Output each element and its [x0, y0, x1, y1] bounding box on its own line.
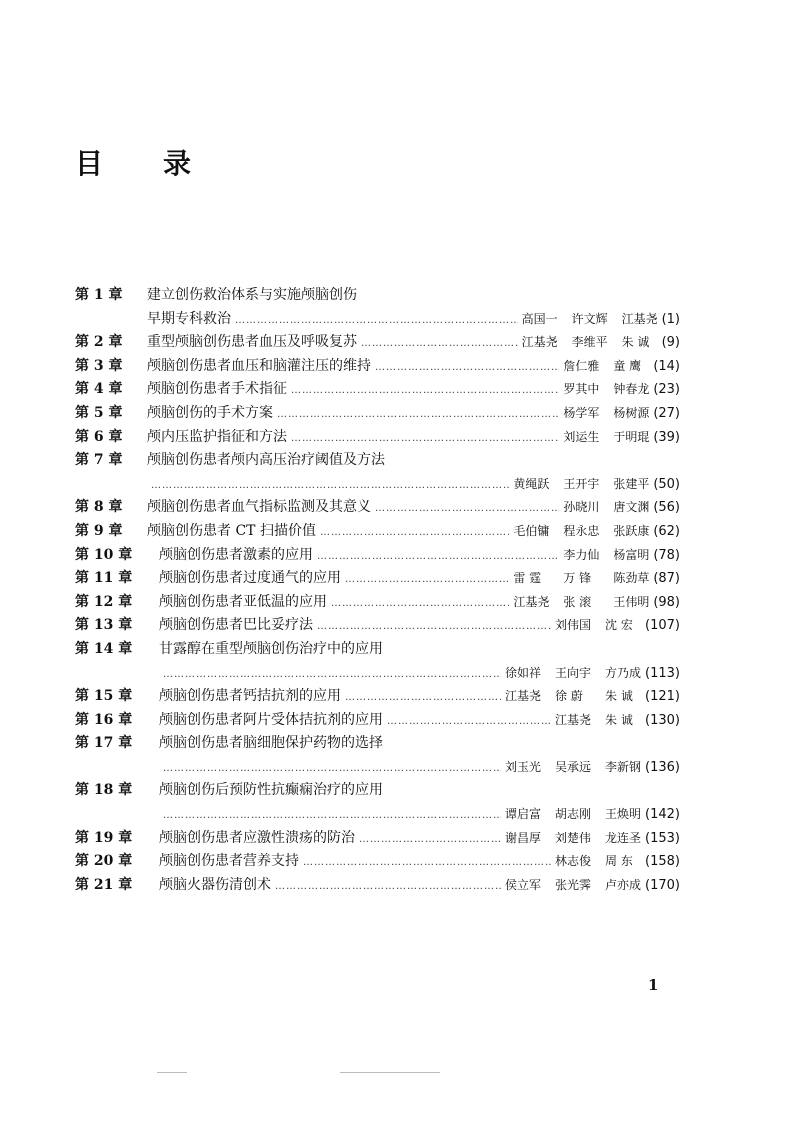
toc-authors [563, 496, 680, 520]
toc-page-ref: (98) [653, 594, 680, 610]
author-name: 刘楚伟 [555, 830, 592, 845]
chapter-number: 第 14 章 [75, 640, 133, 657]
author-name: 王开宇 [563, 476, 600, 491]
toc-authors [505, 803, 680, 827]
toc-authors [513, 520, 680, 544]
chapter-number: 第 10 章 [75, 546, 133, 563]
author-name: 毛伯镛 [513, 523, 550, 538]
author-name: 唐文渊 [613, 500, 650, 515]
toc-entry[interactable] [75, 449, 680, 496]
author-name: 许文辉 [571, 311, 608, 326]
toc-page-ref: (136) [645, 759, 680, 775]
toc-entry[interactable] [75, 355, 680, 379]
toc-authors [555, 614, 680, 638]
toc-authors [505, 685, 680, 709]
dot-leader [163, 804, 501, 828]
toc-page-ref: (130) [645, 712, 680, 728]
author-name: 高国一 [521, 311, 558, 326]
author-name: 谢昌厚 [505, 830, 542, 845]
title-char-1: 目 [75, 147, 104, 180]
dot-leader [387, 710, 551, 734]
author-name: 张跃康 [613, 523, 650, 538]
author-name: 朱 诚 [605, 689, 633, 704]
toc-entry[interactable] [75, 614, 680, 638]
toc-entry[interactable] [75, 732, 680, 779]
chapter-number: 第 19 章 [75, 829, 133, 846]
toc-page-ref: (1) [661, 311, 680, 327]
toc-authors [513, 567, 680, 591]
toc-entry[interactable] [75, 591, 680, 615]
toc-entry[interactable] [75, 567, 680, 591]
chapter-title[interactable]: 建立创伤救治体系与实施颅脑创伤 [147, 287, 357, 303]
chapter-title[interactable]: 颅脑创伤患者血压和脑灌注压的维持 [147, 357, 371, 374]
author-name: 徐 蔚 [555, 689, 583, 704]
toc-page-ref: (170) [645, 877, 680, 893]
author-name: 朱 诚 [621, 335, 650, 350]
author-name: 胡志刚 [555, 807, 592, 822]
scan-artifact [340, 1072, 440, 1073]
title-char-2: 录 [163, 147, 192, 180]
chapter-number: 第 12 章 [75, 593, 133, 610]
dot-leader [361, 332, 518, 356]
chapter-title[interactable]: 颅脑火器伤清创术 [159, 876, 271, 893]
toc-authors [513, 473, 680, 497]
chapter-number: 第 16 章 [75, 711, 133, 728]
author-name: 程永忠 [563, 523, 600, 538]
toc-page-ref: (27) [653, 405, 680, 421]
chapter-title[interactable]: 颅脑创伤患者营养支持 [159, 853, 299, 870]
chapter-title[interactable]: 颅脑创伤患者亚低温的应用 [159, 593, 327, 610]
toc-page-ref: (87) [653, 571, 680, 587]
chapter-number: 第 13 章 [75, 617, 133, 634]
author-name: 朱 诚 [605, 712, 633, 727]
toc-page-ref: (107) [645, 618, 680, 634]
author-name: 卢亦成 [605, 877, 642, 892]
page-number: 1 [648, 976, 659, 994]
author-name: 江基尧 [521, 335, 558, 350]
author-name: 吴承远 [555, 759, 592, 774]
author-name: 李力仙 [563, 547, 600, 562]
toc-entry[interactable] [75, 685, 680, 709]
dot-leader [277, 403, 559, 427]
author-name: 沈 宏 [605, 618, 633, 633]
author-name: 孙晓川 [563, 500, 600, 515]
toc-authors [522, 308, 680, 332]
chapter-title[interactable]: 颅脑创伤患者应激性溃疡的防治 [159, 829, 355, 846]
author-name: 张建平 [613, 476, 650, 491]
author-name: 童 鹰 [613, 358, 642, 373]
author-name: 李维平 [571, 335, 608, 350]
toc-entry[interactable] [75, 520, 680, 544]
chapter-title[interactable]: 颅脑创伤的手术方案 [147, 404, 273, 421]
table-of-contents [75, 284, 680, 897]
author-name: 于明琨 [613, 429, 650, 444]
toc-page-ref: (78) [653, 547, 680, 563]
author-name: 杨学军 [563, 405, 600, 420]
dot-leader [320, 521, 509, 545]
chapter-title-continued[interactable]: 早期专科救治 [147, 310, 231, 327]
toc-authors [505, 874, 680, 898]
chapter-number: 第 2 章 [75, 334, 123, 351]
chapter-title[interactable]: 颅脑创伤患者激素的应用 [159, 546, 313, 563]
author-name: 王焕明 [605, 807, 642, 822]
author-name: 钟春龙 [613, 382, 650, 397]
toc-page-ref: (62) [653, 523, 680, 539]
chapter-title[interactable]: 重型颅脑创伤患者血压及呼吸复苏 [147, 334, 357, 351]
toc-authors [555, 709, 680, 733]
toc-page-ref: (39) [653, 429, 680, 445]
chapter-number: 第 3 章 [75, 357, 123, 374]
dot-leader [345, 568, 509, 592]
author-name: 詹仁雅 [563, 358, 600, 373]
author-name: 刘玉光 [505, 759, 542, 774]
toc-entry[interactable] [75, 638, 680, 685]
author-name: 刘伟国 [555, 618, 592, 633]
toc-authors [522, 331, 680, 355]
chapter-title[interactable]: 甘露醇在重型颅脑创伤治疗中的应用 [159, 640, 383, 657]
author-name: 方乃成 [605, 665, 642, 680]
chapter-title[interactable]: 颅脑创伤患者 CT 扫描价值 [147, 522, 316, 539]
page-title [75, 142, 191, 182]
toc-entry[interactable] [75, 827, 680, 851]
toc-authors [505, 756, 680, 780]
author-name: 雷 霆 [513, 571, 542, 586]
chapter-number: 第 18 章 [75, 782, 133, 799]
author-name: 王向宇 [555, 665, 592, 680]
toc-entry[interactable] [75, 402, 680, 426]
chapter-number: 第 7 章 [75, 452, 123, 469]
toc-entry[interactable] [75, 331, 680, 355]
dot-leader [291, 427, 559, 451]
dot-leader [317, 615, 551, 639]
chapter-number: 第 17 章 [75, 735, 133, 752]
dot-leader [345, 686, 501, 710]
dot-leader [359, 828, 501, 852]
chapter-title[interactable]: 颅内压监护指征和方法 [147, 428, 287, 445]
toc-entry[interactable] [75, 874, 680, 898]
chapter-title[interactable]: 颅脑创伤患者钙拮抗剂的应用 [159, 688, 341, 705]
toc-page-ref: (153) [645, 830, 680, 846]
dot-leader [151, 474, 509, 498]
toc-page-ref: (9) [661, 335, 680, 351]
toc-page-ref: (158) [645, 854, 680, 870]
author-name: 江基尧 [505, 689, 542, 704]
author-name: 刘运生 [563, 429, 600, 444]
toc-authors [563, 355, 680, 379]
toc-page-ref: (142) [645, 807, 680, 823]
chapter-title[interactable]: 颅脑创伤患者脑细胞保护药物的选择 [159, 735, 383, 752]
dot-leader [163, 757, 501, 781]
author-name: 万 锋 [563, 571, 592, 586]
toc-page-ref: (113) [645, 665, 680, 681]
chapter-number: 第 11 章 [75, 570, 133, 587]
dot-leader [291, 379, 559, 403]
chapter-title[interactable]: 颅脑创伤患者手术指征 [147, 381, 287, 398]
toc-entry[interactable] [75, 850, 680, 874]
toc-page-ref: (14) [653, 358, 680, 374]
dot-leader [235, 309, 518, 333]
author-name: 侯立军 [505, 877, 542, 892]
toc-entry[interactable] [75, 284, 680, 331]
toc-entry[interactable] [75, 496, 680, 520]
toc-authors [563, 544, 680, 568]
author-name: 杨树源 [613, 405, 650, 420]
dot-leader [303, 851, 551, 875]
author-name: 江基尧 [513, 594, 550, 609]
chapter-number: 第 20 章 [75, 853, 133, 870]
toc-authors [563, 426, 680, 450]
chapter-title[interactable]: 颅脑创伤患者阿片受体拮抗剂的应用 [159, 711, 383, 728]
toc-authors [505, 662, 680, 686]
toc-authors [563, 402, 680, 426]
toc-page-ref: (23) [653, 382, 680, 398]
author-name: 王伟明 [613, 594, 650, 609]
author-name: 徐如祥 [505, 665, 542, 680]
author-name: 黄绳跃 [513, 476, 550, 491]
chapter-title[interactable]: 颅脑创伤患者颅内高压治疗阈值及方法 [147, 452, 385, 469]
chapter-title[interactable]: 颅脑创伤患者巴比妥疗法 [159, 617, 313, 634]
author-name: 罗其中 [563, 382, 600, 397]
chapter-number: 第 8 章 [75, 499, 123, 516]
author-name: 杨富明 [613, 547, 650, 562]
toc-page-ref: (50) [653, 476, 680, 492]
chapter-number: 第 21 章 [75, 876, 133, 893]
author-name: 江基尧 [555, 712, 592, 727]
author-name: 陈劲草 [613, 571, 650, 586]
chapter-title[interactable]: 颅脑创伤患者过度通气的应用 [159, 570, 341, 587]
chapter-number: 第 1 章 [75, 287, 123, 303]
toc-authors [513, 591, 680, 615]
toc-entry[interactable] [75, 544, 680, 568]
chapter-number: 第 15 章 [75, 688, 133, 705]
chapter-number: 第 5 章 [75, 404, 123, 421]
toc-authors [555, 850, 680, 874]
chapter-number: 第 6 章 [75, 428, 123, 445]
dot-leader [317, 545, 559, 569]
author-name: 张 滚 [563, 594, 592, 609]
dot-leader [275, 875, 501, 899]
toc-authors [505, 827, 680, 851]
author-name: 林志俊 [555, 854, 592, 869]
toc-entry[interactable] [75, 426, 680, 450]
chapter-title[interactable]: 颅脑创伤后预防性抗癫痫治疗的应用 [159, 782, 383, 799]
author-name: 李新钢 [605, 759, 642, 774]
chapter-number: 第 9 章 [75, 522, 123, 539]
toc-page-ref: (121) [645, 689, 680, 705]
chapter-title[interactable]: 颅脑创伤患者血气指标监测及其意义 [147, 499, 371, 516]
author-name: 谭启富 [505, 807, 542, 822]
author-name: 龙连圣 [605, 830, 642, 845]
dot-leader [163, 663, 501, 687]
toc-entry[interactable] [75, 709, 680, 733]
author-name: 周 东 [605, 854, 633, 869]
author-name: 张光霁 [555, 877, 592, 892]
scan-artifact [157, 1072, 187, 1073]
author-name: 江基尧 [621, 311, 658, 326]
chapter-number: 第 4 章 [75, 381, 123, 398]
toc-authors [563, 378, 680, 402]
toc-entry[interactable] [75, 779, 680, 826]
toc-page-ref: (56) [653, 500, 680, 516]
toc-entry[interactable] [75, 378, 680, 402]
dot-leader [331, 592, 509, 616]
dot-leader [375, 497, 559, 521]
dot-leader [375, 356, 559, 380]
